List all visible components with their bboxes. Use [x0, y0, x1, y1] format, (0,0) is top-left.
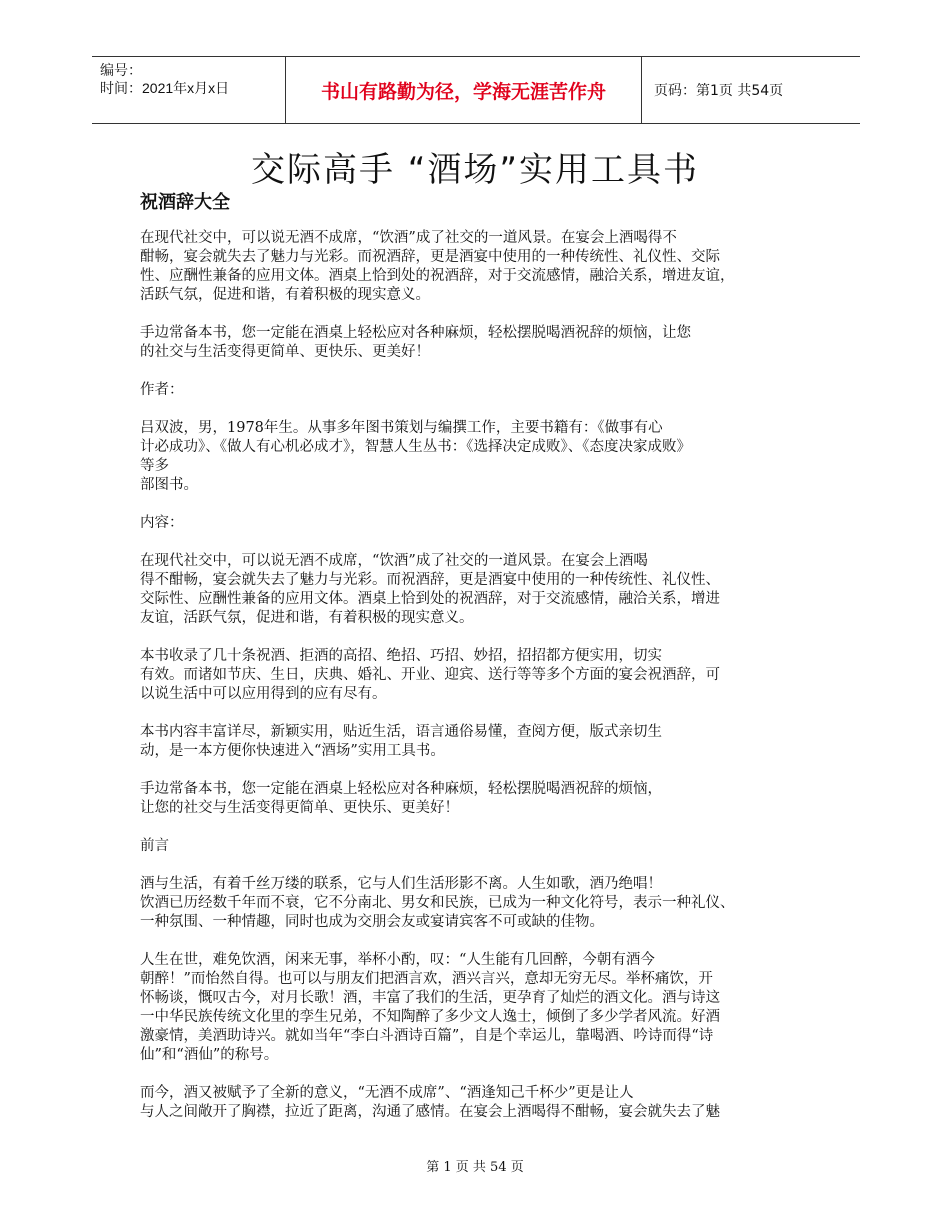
text-line: 的社交与生活变得更简单、更快乐、更美好！	[140, 344, 430, 360]
header-motto: 书山有路勤为径，学海无涯苦作舟	[285, 57, 642, 123]
paragraph	[140, 1084, 810, 1122]
text-line: 在现代社交中，可以说无酒不成席，“饮酒”成了社交的一道风景。在宴会上酒喝得不	[140, 230, 677, 246]
text-line: 与人之间敞开了胸襟，拉近了距离，沟通了感情。在宴会上酒喝得不酣畅，宴会就失去了魅	[140, 1104, 720, 1120]
text-line: 性、应酬性兼备的应用文体。酒桌上恰到处的祝酒辞，对于交流感情，融洽关系，增进友谊，	[140, 268, 735, 284]
text-line: 一中华民族传统文化里的孪生兄弟，不知陶醉了多少文人逸士，倾倒了多少学者风流。好酒	[140, 1009, 720, 1025]
text-line: 动，是一本方便你快速进入“酒场”实用工具书。	[140, 743, 445, 759]
paragraph	[140, 723, 810, 761]
paragraph	[140, 229, 810, 305]
text-line: 得不酣畅，宴会就失去了魅力与光彩。而祝酒辞，更是酒宴中使用的一种传统性、礼仪性、	[140, 572, 720, 588]
text-line: 本书内容丰富详尽，新颖实用，贴近生活，语言通俗易懂，查阅方便，版式亲切生	[140, 724, 662, 740]
paragraph	[140, 514, 810, 533]
text-line: 酒与生活，有着千丝万缕的联系，它与人们生活形影不离。人生如歌，酒乃绝唱！	[140, 876, 662, 892]
text-line: 部图书。	[140, 477, 198, 493]
text-line: 仙”和“酒仙”的称号。	[140, 1047, 279, 1063]
text-line: 让您的社交与生活变得更简单、更快乐、更美好！	[140, 800, 459, 816]
text-line: 交际性、应酬性兼备的应用文体。酒桌上恰到处的祝酒辞，对于交流感情，融洽关系，增进	[140, 591, 720, 607]
header-page-info: 页码：第1页 共54页	[654, 83, 784, 99]
text-line: 人生在世，难免饮酒，闲来无事，举杯小酌，叹：“人生能有几回醉，今朝有酒今	[140, 952, 655, 968]
text-line: 手边常备本书，您一定能在酒桌上轻松应对各种麻烦，轻松摆脱喝酒祝辞的烦恼，让您	[140, 325, 691, 341]
text-line: 作者：	[140, 382, 184, 398]
text-line: 有效。而诸如节庆、生日，庆典、婚礼、开业、迎宾、送行等等多个方面的宴会祝酒辞，可	[140, 667, 720, 683]
text-line: 内容：	[140, 515, 184, 531]
paragraph	[140, 647, 810, 704]
paragraph	[140, 324, 810, 362]
text-line: 吕双波，男，1978年生。从事多年图书策划与编撰工作，主要书籍有：《做事有心	[140, 420, 663, 436]
paragraph	[140, 419, 810, 495]
paragraph	[140, 780, 810, 818]
document-subtitle: 祝酒辞大全	[140, 192, 230, 213]
paragraph	[140, 951, 810, 1065]
text-line: 酣畅，宴会就失去了魅力与光彩。而祝酒辞，更是酒宴中使用的一种传统性、礼仪性、交际	[140, 249, 720, 265]
text-line: 友谊，活跃气氛，促进和谐，有着积极的现实意义。	[140, 610, 474, 626]
number-label: 编号：	[100, 62, 142, 78]
text-line: 前言	[140, 838, 169, 854]
document-title: 交际高手 “酒场”实用工具书	[250, 150, 700, 190]
paragraph	[140, 552, 810, 628]
text-line: 活跃气氛，促进和谐，有着积极的现实意义。	[140, 287, 430, 303]
text-line: 手边常备本书，您一定能在酒桌上轻松应对各种麻烦，轻松摆脱喝酒祝辞的烦恼，	[140, 781, 662, 797]
text-line: 怀畅谈，慨叹古今，对月长歌！酒，丰富了我们的生活，更孕育了灿烂的酒文化。酒与诗这	[140, 990, 720, 1006]
time-label: 时间：2021年x月x日	[100, 80, 230, 96]
paragraph	[140, 381, 810, 400]
document-body	[140, 229, 810, 1141]
text-line: 等多	[140, 458, 169, 474]
text-line: 激豪情，美酒助诗兴。就如当年“李白斗酒诗百篇”，自是个幸运儿，靠喝酒、吟诗而得“诗	[140, 1028, 714, 1044]
document-header	[92, 56, 860, 124]
text-line: 而今，酒又被赋予了全新的意义，“无酒不成席”、“酒逢知己千杯少”更是让人	[140, 1085, 634, 1101]
text-line: 计必成功》、《做人有心机必成才》，智慧人生丛书：《选择决定成败》、《态度决家成败》	[140, 439, 691, 455]
header-meta	[100, 61, 286, 97]
paragraph	[140, 875, 810, 932]
text-line: 在现代社交中，可以说无酒不成席，“饮酒”成了社交的一道风景。在宴会上酒喝	[140, 553, 648, 569]
text-line: 饮酒已历经数千年而不衰，它不分南北、男女和民族，已成为一种文化符号，表示一种礼仪、	[140, 895, 735, 911]
text-line: 朝醉！”而怡然自得。也可以与朋友们把酒言欢，酒兴言兴，意却无穷无尽。举杯痛饮，开	[140, 971, 713, 987]
page-footer: 第 1 页 共 54 页	[426, 1160, 524, 1175]
paragraph	[140, 837, 810, 856]
text-line: 一种氛围、一种情趣，同时也成为交朋会友或宴请宾客不可或缺的佳物。	[140, 914, 604, 930]
text-line: 本书收录了几十条祝酒、拒酒的高招、绝招、巧招、妙招，招招都方便实用，切实	[140, 648, 662, 664]
text-line: 以说生活中可以应用得到的应有尽有。	[140, 686, 387, 702]
